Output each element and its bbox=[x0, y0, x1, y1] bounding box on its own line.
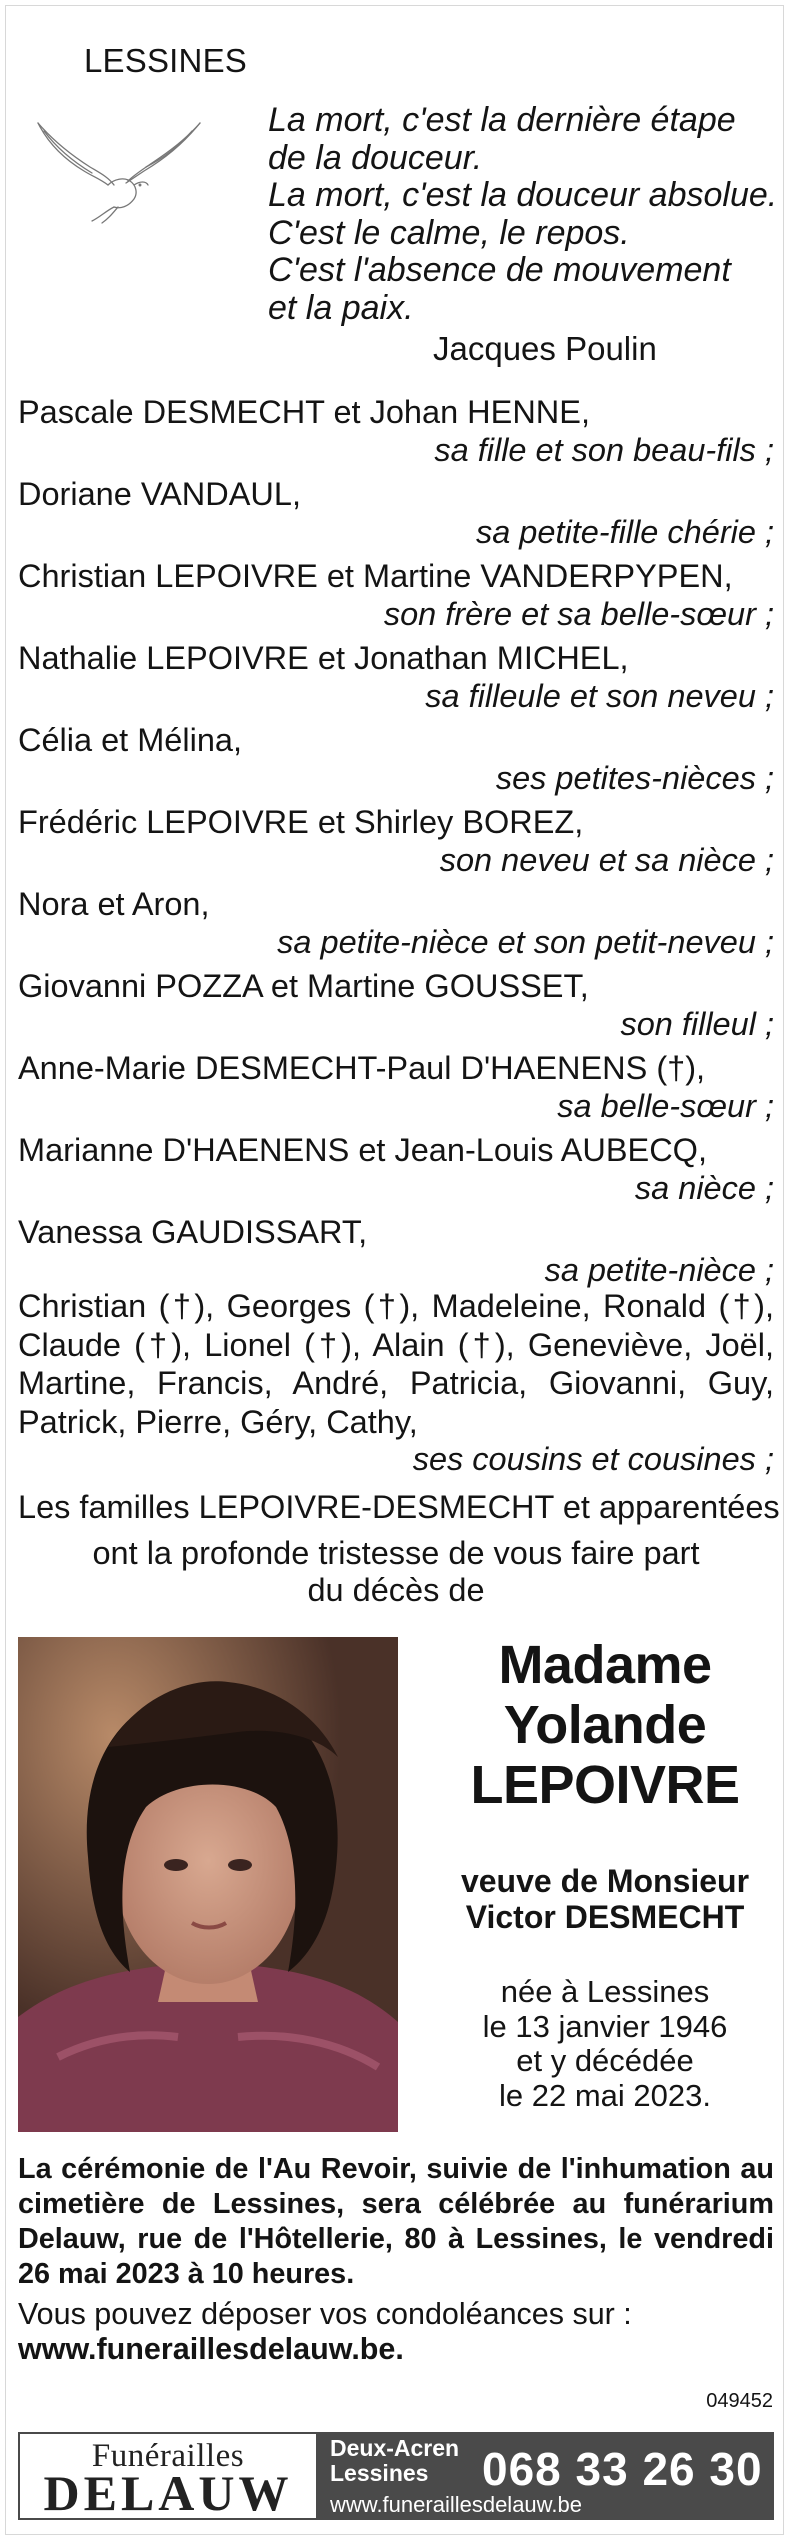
family-relation: ses petites-nièces ; bbox=[495, 760, 774, 796]
widow-line: veuve de Monsieur bbox=[460, 1863, 750, 1899]
family-name: Pascale DESMECHT et Johan HENNE, bbox=[18, 394, 590, 430]
poem-line: C'est l'absence de mouvement bbox=[268, 251, 731, 290]
announcement-line: ont la profonde tristesse de vous faire part bbox=[92, 1535, 700, 1571]
family-entry bbox=[18, 557, 774, 633]
family-entry bbox=[18, 885, 774, 961]
poem-line: La mort, c'est la douceur absolue. bbox=[268, 176, 778, 215]
poem-line: C'est le calme, le repos. bbox=[268, 213, 630, 252]
ceremony-text: La cérémonie de l'Au Revoir, suivie de l'inhumation au cimetière de Lessines, sera célébrée au funérarium Delauw, rue de l'Hôtellerie, 80 à Lessines, le vendredi 26 mai 2023 à 10 heures. bbox=[18, 2153, 774, 2290]
reference-number: 049452 bbox=[706, 2390, 773, 2412]
deceased-title: Madame bbox=[498, 1635, 712, 1695]
family-entry bbox=[18, 475, 774, 551]
family-relation: sa fille et son beau-fils ; bbox=[434, 432, 774, 468]
family-entry bbox=[18, 1049, 774, 1125]
portrait-photo bbox=[18, 1637, 398, 2132]
dove-icon bbox=[30, 115, 205, 225]
family-name: Christian LEPOIVRE et Martine VANDERPYPEN, bbox=[18, 558, 733, 594]
cousins-relation: ses cousins et cousines ; bbox=[412, 1441, 774, 1477]
condolences-text: Vous pouvez déposer vos condoléances sur : bbox=[18, 2297, 632, 2331]
deceased-block bbox=[440, 1635, 770, 2113]
birth-death-line: et y décédée bbox=[516, 2043, 694, 2078]
announcement-line: du décès de bbox=[307, 1572, 485, 1608]
logo-main-text: DELAUW bbox=[43, 2465, 293, 2521]
poem-line: de la douceur. bbox=[268, 138, 483, 177]
funeral-home-banner bbox=[18, 2432, 774, 2520]
birth-death-info bbox=[440, 1975, 770, 2113]
family-name: Giovanni POZZA et Martine GOUSSET, bbox=[18, 968, 589, 1004]
widow-of bbox=[440, 1863, 770, 1935]
family-relation: sa belle-sœur ; bbox=[557, 1088, 774, 1124]
family-entry bbox=[18, 639, 774, 715]
family-relation: sa nièce ; bbox=[634, 1170, 774, 1206]
family-name: Frédéric LEPOIVRE et Shirley BOREZ, bbox=[18, 804, 584, 840]
widow-line: Victor DESMECHT bbox=[465, 1899, 745, 1935]
family-name: Nathalie LEPOIVRE et Jonathan MICHEL, bbox=[18, 640, 629, 676]
banner-locations bbox=[330, 2436, 459, 2486]
family-relation: son filleul ; bbox=[620, 1006, 774, 1042]
birth-death-line: le 22 mai 2023. bbox=[499, 2077, 711, 2113]
family-relation: son neveu et sa nièce ; bbox=[439, 842, 774, 878]
family-relation: son frère et sa belle-sœur ; bbox=[383, 596, 774, 632]
banner-location: Deux-Acren bbox=[330, 2435, 460, 2461]
family-entry bbox=[18, 1131, 774, 1207]
banner-website[interactable]: www.funeraillesdelauw.be bbox=[330, 2492, 582, 2517]
deceased-last-name: LEPOIVRE bbox=[470, 1755, 740, 1815]
family-name: Nora et Aron, bbox=[18, 886, 210, 922]
family-entry bbox=[18, 1213, 774, 1289]
family-relation: sa petite-nièce ; bbox=[544, 1252, 774, 1288]
cousins-list: Christian (†), Georges (†), Madeleine, Ronald (†), Claude (†), Lionel (†), Alain (†), Geneviève, Joël, Martine, Francis, André, Patricia, Giovanni, Guy, Patrick, Pierre, Géry, Cathy, bbox=[18, 1288, 774, 1440]
family-name: Anne-Marie DESMECHT-Paul D'HAENENS (†), bbox=[18, 1050, 706, 1086]
funeral-home-logo bbox=[18, 2432, 318, 2520]
birth-death-line: le 13 janvier 1946 bbox=[482, 2008, 728, 2044]
birth-death-line: née à Lessines bbox=[500, 1974, 710, 2009]
family-relation: sa filleule et son neveu ; bbox=[425, 678, 774, 714]
banner-location: Lessines bbox=[330, 2460, 429, 2486]
family-name: Vanessa GAUDISSART, bbox=[18, 1214, 368, 1250]
poem-quote bbox=[268, 102, 777, 328]
condolences bbox=[18, 2297, 774, 2367]
family-relation: sa petite-nièce et son petit-neveu ; bbox=[277, 924, 774, 960]
announcement-text bbox=[18, 1535, 774, 1609]
family-name: Doriane VANDAUL, bbox=[18, 476, 301, 512]
family-name: Célia et Mélina, bbox=[18, 722, 242, 758]
logo-top-text: Funérailles bbox=[91, 2438, 245, 2474]
family-entry bbox=[18, 393, 774, 469]
family-entry bbox=[18, 803, 774, 879]
family-name: Marianne D'HAENENS et Jean-Louis AUBECQ, bbox=[18, 1132, 707, 1168]
families-line: Les familles LEPOIVRE-DESMECHT et apparentées bbox=[18, 1489, 780, 1525]
family-relation: sa petite-fille chérie ; bbox=[475, 514, 774, 550]
poem-line: La mort, c'est la dernière étape bbox=[268, 101, 736, 139]
poem-line: et la paix. bbox=[268, 288, 414, 327]
place-name: LESSINES bbox=[84, 42, 248, 79]
poem-author: Jacques Poulin bbox=[433, 330, 657, 367]
family-entry bbox=[18, 721, 774, 797]
family-entry bbox=[18, 967, 774, 1043]
banner-phone[interactable]: 068 33 26 30 bbox=[482, 2443, 763, 2495]
deceased-first-name: Yolande bbox=[503, 1695, 707, 1755]
condolences-link[interactable]: www.funeraillesdelauw.be. bbox=[18, 2332, 404, 2366]
